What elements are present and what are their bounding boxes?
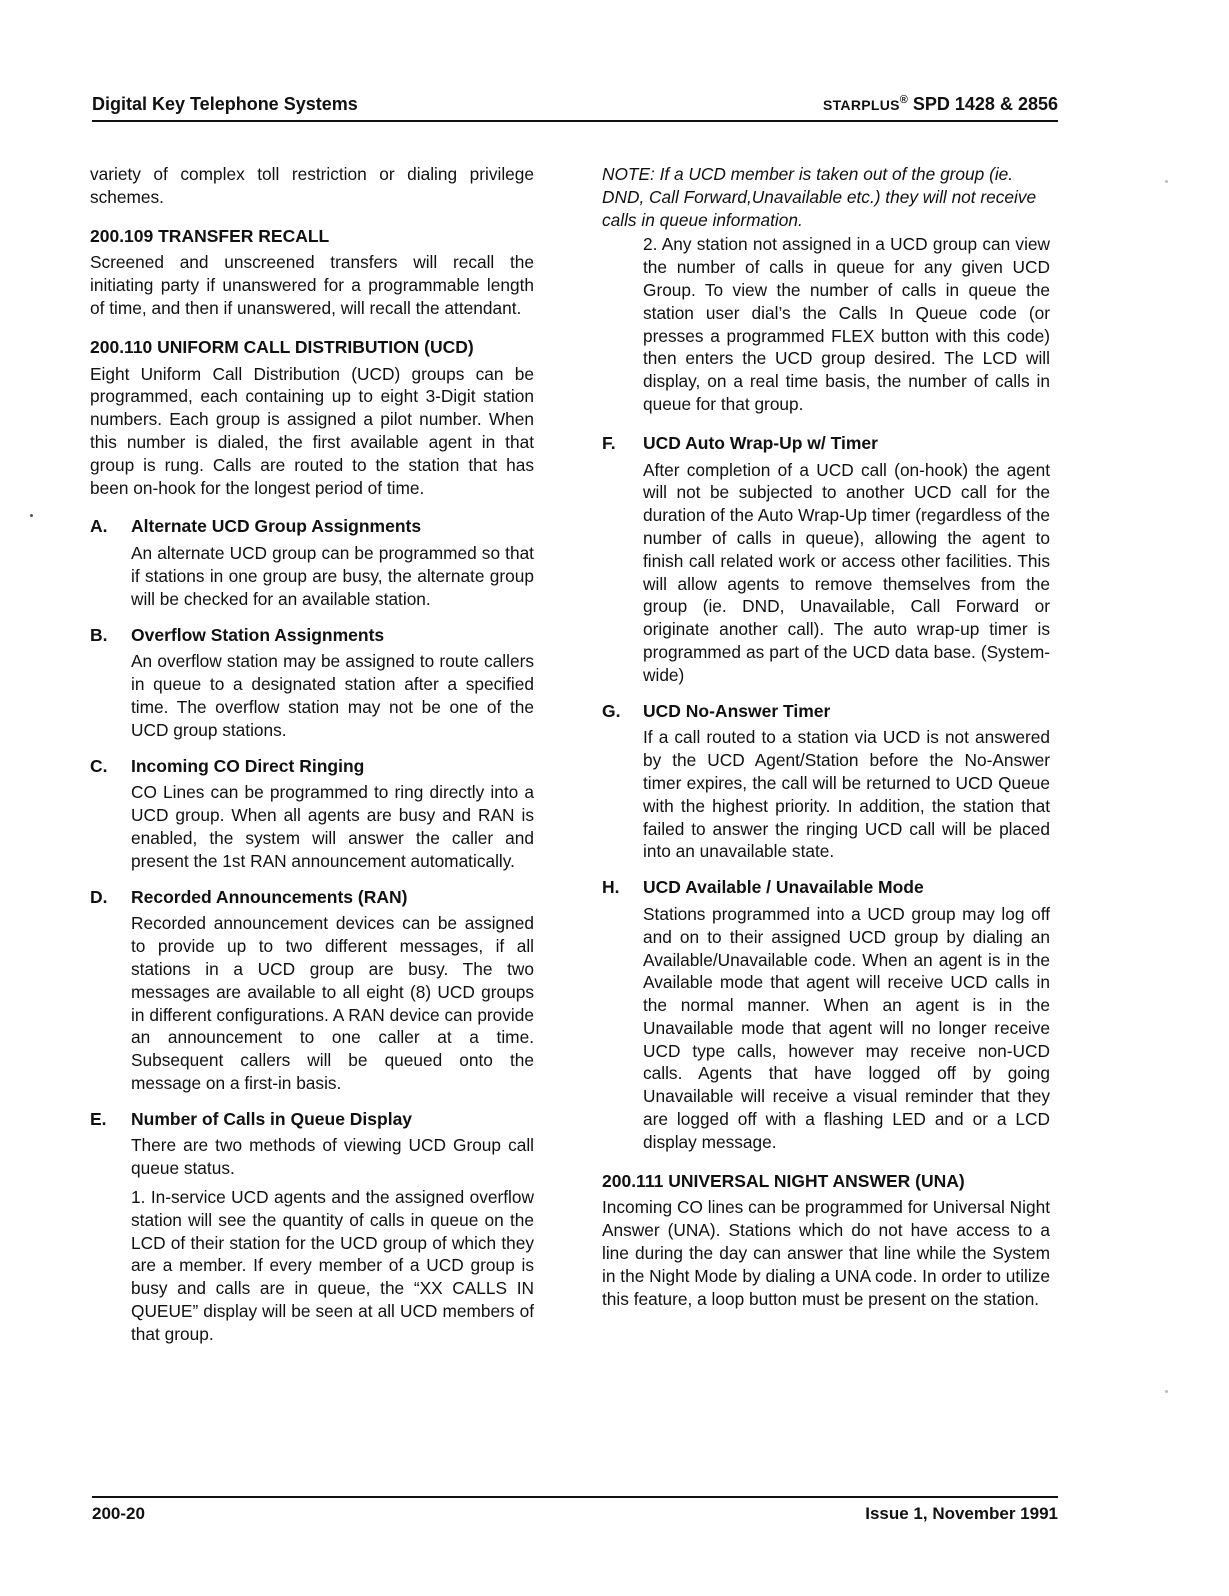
item-h-title: UCD Available / Unavailable Mode [643,877,924,898]
item-d-heading [90,886,534,909]
item-h-letter: H. [602,877,620,898]
header-model: SPD 1428 & 2856 [912,94,1058,114]
item-e-letter: E. [90,1108,107,1129]
header-product [823,94,1058,115]
item-b-title: Overflow Station Assignments [131,624,385,645]
item-c-title: Incoming CO Direct Ringing [131,755,365,776]
section-200-111-title: 200.111 UNIVERSAL NIGHT ANSWER (UNA) [602,1170,965,1191]
item-g-title: UCD No-Answer Timer [643,700,831,721]
item-c-body: CO Lines can be programmed to ring directly into a UCD group. When all agents are busy and RAN is enabled, the system will answer the caller and present the 1st RAN announcement automatically. [131,782,534,871]
page-number: 200-20 [92,1504,145,1523]
section-200-109-body: Screened and unscreened transfers will recall the initiating party if unanswered for a programmable length of time, and then if unanswered, will recall the attendant. [90,252,534,318]
item-d-letter: D. [90,886,108,907]
item-f-title: UCD Auto Wrap-Up w/ Timer [643,432,878,453]
item-a-heading [90,515,534,538]
scan-speck [1165,1390,1168,1393]
item-f-body: After completion of a UCD call (on-hook) the agent will not be subjected to another UCD call for the duration of the Auto Wrap-Up timer (regardless of the number of calls in queue), allowing the agent to finish call related work or access other facilities. This will allow agents to remove themselves from the group (ie. DND, Unavailable, Call Forward or originate another call). The auto wrap-up timer is programmed as part of the UCD data base. (System-wide) [643,459,1050,685]
item-a-body: An alternate UCD group can be programmed so that if stations in one group are busy, the alternate group will be checked for an available station. [131,543,534,609]
item-e-method-1: 1. In-service UCD agents and the assigned overflow station will see the quantity of calls in queue on the LCD of their station for the UCD group of which they are a member. If every member of a UCD group is busy and calls are in queue, the “XX CALLS IN QUEUE” display will be seen at all UCD members of that group. [131,1187,534,1344]
item-a-letter: A. [90,516,108,537]
item-b-letter: B. [90,624,108,645]
item-c-heading [90,755,534,778]
issue-date: Issue 1, November 1991 [865,1504,1058,1523]
item-d-body: Recorded announcement devices can be assigned to provide up to two different messages, if all stations in a UCD group are busy. The two messages are available to all eight (8) UCD groups in different configurations. A RAN device can provide an announcement to one caller at a time. Subsequent callers will be queued onto the message on a first-in basis. [131,913,534,1093]
header-title: Digital Key Telephone Systems [92,94,358,114]
item-c-letter: C. [90,755,108,776]
item-b-body: An overflow station may be assigned to route callers in queue to a designated station after a specified time. The overflow station may not be one of the UCD group stations. [131,651,534,740]
item-f-letter: F. [602,432,616,453]
queue-note: NOTE: If a UCD member is taken out of the group (ie. DND, Call Forward,Unavailable etc.) they will not receive calls in queue information. [602,164,1037,230]
intro-text: variety of complex toll restriction or dialing privilege schemes. [90,164,534,207]
item-e-heading [90,1108,534,1131]
item-e-body: There are two methods of viewing UCD Group call queue status. [131,1135,534,1179]
item-e-title: Number of Calls in Queue Display [131,1108,413,1129]
header-brand: STARPLUS [822,97,900,113]
item-h-heading [602,876,1050,899]
item-d-title: Recorded Announcements (RAN) [131,886,408,907]
item-h-body: Stations programmed into a UCD group may log off and on to their assigned UCD group by dialing an Available/Unavailable code. When an agent is in the Available mode that agent will receive UCD calls in the normal manner. When an agent is in the Unavailable mode that agent will no longer receive UCD type calls, however may receive non-UCD calls. Agents that have logged off by going Unavailable will receive a visual reminder that they are logged off with a flashing LED and or a LCD display message. [643,903,1050,1152]
item-e-method-2: 2. Any station not assigned in a UCD group can view the number of calls in queue for any given UCD Group. To view the number of calls in queue the station user dial’s the Calls In Queue code (or presses a programmed FLEX button with this code) then enters the UCD group desired. The LCD will display, on a real time basis, the number of calls in queue for that group. [643,234,1050,414]
section-200-109-title: 200.109 TRANSFER RECALL [90,225,330,246]
left-column [90,163,534,1346]
item-f-heading [602,432,1050,455]
section-200-110-title: 200.110 UNIFORM CALL DISTRIBUTION (UCD) [90,336,474,357]
scan-speck [30,514,33,517]
page-header [92,92,1058,122]
section-200-111-body: Incoming CO lines can be programmed for Universal Night Answer (UNA). Stations which do not have access to a line during the day can answer that line while the System in the Night Mode by dialing a UNA code. In order to utilize this feature, a loop button must be present on the station. [602,1197,1050,1309]
item-g-heading [602,700,1050,723]
scan-speck [1165,180,1168,183]
page-footer [92,1496,1058,1523]
registered-mark: ® [899,94,908,106]
item-a-title: Alternate UCD Group Assignments [131,516,422,537]
item-b-heading [90,624,534,647]
section-200-110-body: Eight Uniform Call Distribution (UCD) groups can be programmed, each containing up to eight 3-Digit station numbers. Each group is assigned a pilot number. When this number is dialed, the first available agent in that group is rung. Calls are routed to the station that has been on-hook for the longest period of time. [90,363,534,498]
item-g-body: If a call routed to a station via UCD is not answered by the UCD Agent/Station before the No-Answer timer expires, the call will be returned to UCD Queue with the highest priority. In addition, the station that failed to answer the ringing UCD call will be placed into an unavailable state. [643,727,1050,862]
right-column [602,163,1050,1310]
item-g-letter: G. [602,700,621,721]
